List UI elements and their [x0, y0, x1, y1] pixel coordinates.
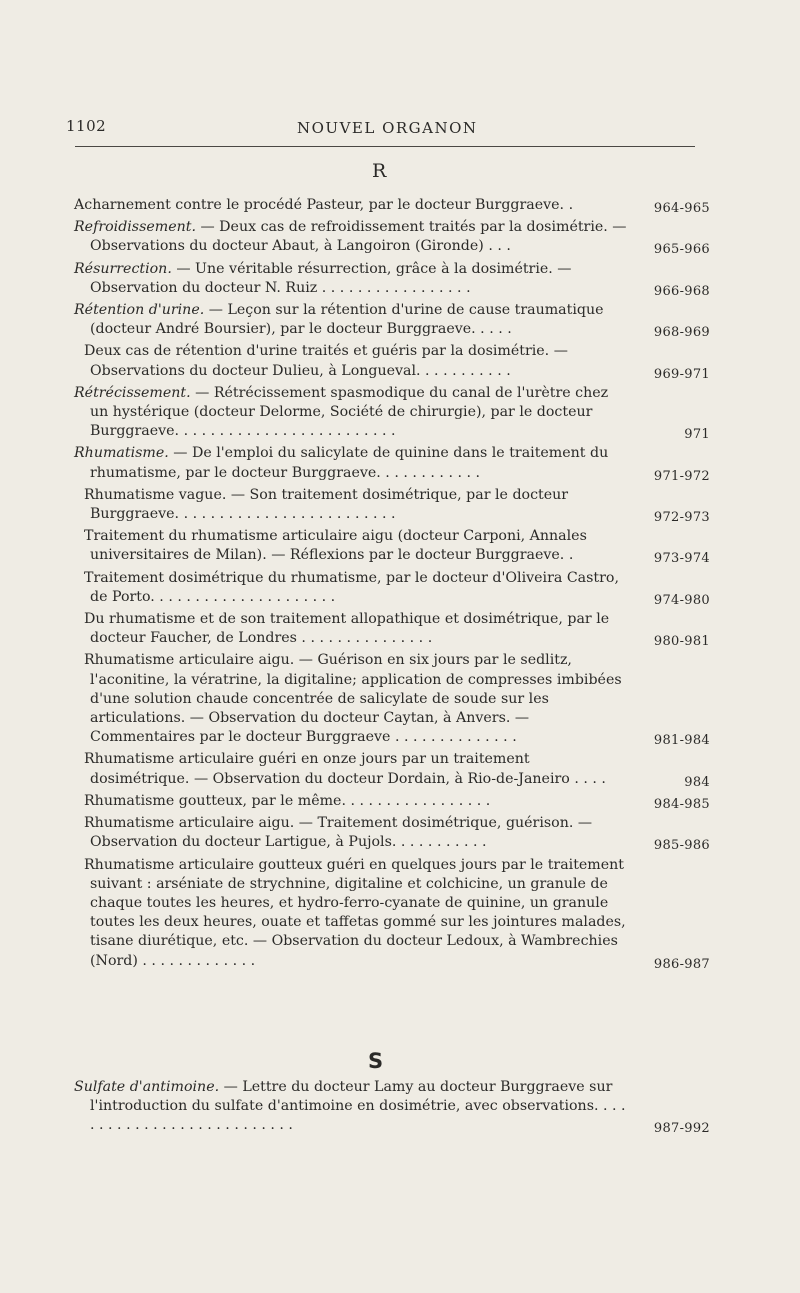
- index-subentry: Deux cas de rétention d'urine traités et guéris par la dosimétrie. — Observations du docteur Dulieu, à Longueval. . . . . . . . . . . 969-971: [62, 342, 722, 380]
- index-subentry: Rhumatisme articulaire aigu. — Guérison en six jours par le sedlitz, l'aconitine, la vératrine, la digitaline; application de compresses imbibées d'une solution chaude concentrée de salicylate de soude sur les articulations. — Observation du docteur Caytan, à Anvers. — Commentaires par le docteur Burggraeve . . . . . . . . . . . . . . 981-984: [62, 651, 722, 747]
- index-entry: Résurrection. — Une véritable résurrection, grâce à la dosimétrie. — Observation du docteur N. Ruiz . . . . . . . . . . . . . . . . . 966-968: [62, 260, 722, 298]
- page-range: 972-973: [653, 510, 710, 526]
- index-subentry: Traitement du rhumatisme articulaire aigu (docteur Carponi, Annales universitaires de Milan). — Réflexions par le docteur Burggraeve. . 973-974: [62, 527, 722, 565]
- page-range: 964-965: [653, 201, 710, 216]
- page-range: 968-969: [653, 325, 710, 341]
- index-entry: Sulfate d'antimoine. — Lettre du docteur Lamy au docteur Burggraeve sur l'introduction du sulfate d'antimoine en dosimétrie, avec observations. . . . . . . . . . . . . . . . . . . . . . . . . . . 987-992: [62, 1078, 722, 1136]
- page-range: 974-980: [653, 592, 710, 608]
- index-subentry: Traitement dosimétrique du rhumatisme, par le docteur d'Oliveira Castro, de Porto. . . . . . . . . . . . . . . . . . . . . 974-980: [62, 569, 722, 607]
- section-heading-s: S: [368, 1049, 385, 1073]
- page-range: 971-972: [653, 468, 710, 484]
- page-range: 985-986: [653, 838, 710, 854]
- index-subentry: Rhumatisme goutteux, par le même. . . . . . . . . . . . . . . . . 984-985: [62, 792, 722, 811]
- index-list-s: [62, 1078, 722, 1139]
- page-range: 969-971: [653, 366, 710, 382]
- index-subentry: Rhumatisme articulaire guéri en onze jours par un traitement dosimétrique. — Observation du docteur Dordain, à Rio-de-Janeiro . . . . 984: [62, 750, 722, 788]
- page-range: 980-981: [653, 634, 710, 650]
- index-list-r: [62, 196, 722, 974]
- page-range: 984-985: [653, 796, 710, 812]
- index-subentry: Rhumatisme articulaire aigu. — Traitement dosimétrique, guérison. — Observation du docteur Lartigue, à Pujols. . . . . . . . . . . 985-986: [62, 814, 722, 852]
- page-range: 971: [684, 427, 710, 443]
- section-heading-r: R: [372, 160, 387, 182]
- index-entry: Rhumatisme. — De l'emploi du salicylate de quinine dans le traitement du rhumatisme, par le docteur Burggraeve. . . . . . . . . . . . 971-972: [62, 444, 722, 482]
- index-entry: Rétention d'urine. — Leçon sur la rétention d'urine de cause traumatique (docteur André Boursier), par le docteur Burggraeve. . . . . 968-969: [62, 301, 722, 339]
- page-range: 966-968: [653, 283, 710, 299]
- page-range: 973-974: [653, 551, 710, 567]
- page-range: 986-987: [653, 956, 710, 972]
- running-title: NOUVEL ORGANON: [297, 119, 478, 137]
- page-number: 1102: [66, 117, 107, 135]
- page-range: 981-984: [653, 733, 710, 749]
- header-rule: [75, 146, 695, 147]
- index-subentry: Rhumatisme vague. — Son traitement dosimétrique, par le docteur Burggraeve. . . . . . . . . . . . . . . . . . . . . . . . . 972-973: [62, 486, 722, 524]
- index-subentry: Rhumatisme articulaire goutteux guéri en quelques jours par le traitement suivant : arséniate de strychnine, digitaline et colchicine, un granule de chaque toutes les heures, et hydro-ferro-cyanate de quinine, un granule toutes les deux heures, ouate et taffetas gommé sur les jointures malades, tisane diurétique, etc. — Observation du docteur Ledoux, à Wambrechies (Nord) . . . . . . . . . . . . . 986-987: [62, 856, 722, 971]
- page-range: 984: [684, 774, 710, 790]
- index-subentry: Du rhumatisme et de son traitement allopathique et dosimétrique, par le docteur Faucher, de Londres . . . . . . . . . . . . . . . 980-981: [62, 610, 722, 648]
- index-entry: Rétrécissement. — Rétrécissement spasmodique du canal de l'urètre chez un hystérique (docteur Delorme, Société de chirurgie), par le docteur Burggraeve. . . . . . . . . . . . . . . . . . . . . . . . . 971: [62, 384, 722, 442]
- index-entry: Acharnement contre le procédé Pasteur, par le docteur Burggraeve. . 964-965: [62, 196, 722, 215]
- index-entry: Refroidissement. — Deux cas de refroidissement traités par la dosimétrie. — Observations du docteur Abaut, à Langoiron (Gironde) . . . 965-966: [62, 218, 722, 256]
- page-range: 965-966: [653, 242, 710, 258]
- page-range: 987-992: [653, 1121, 710, 1137]
